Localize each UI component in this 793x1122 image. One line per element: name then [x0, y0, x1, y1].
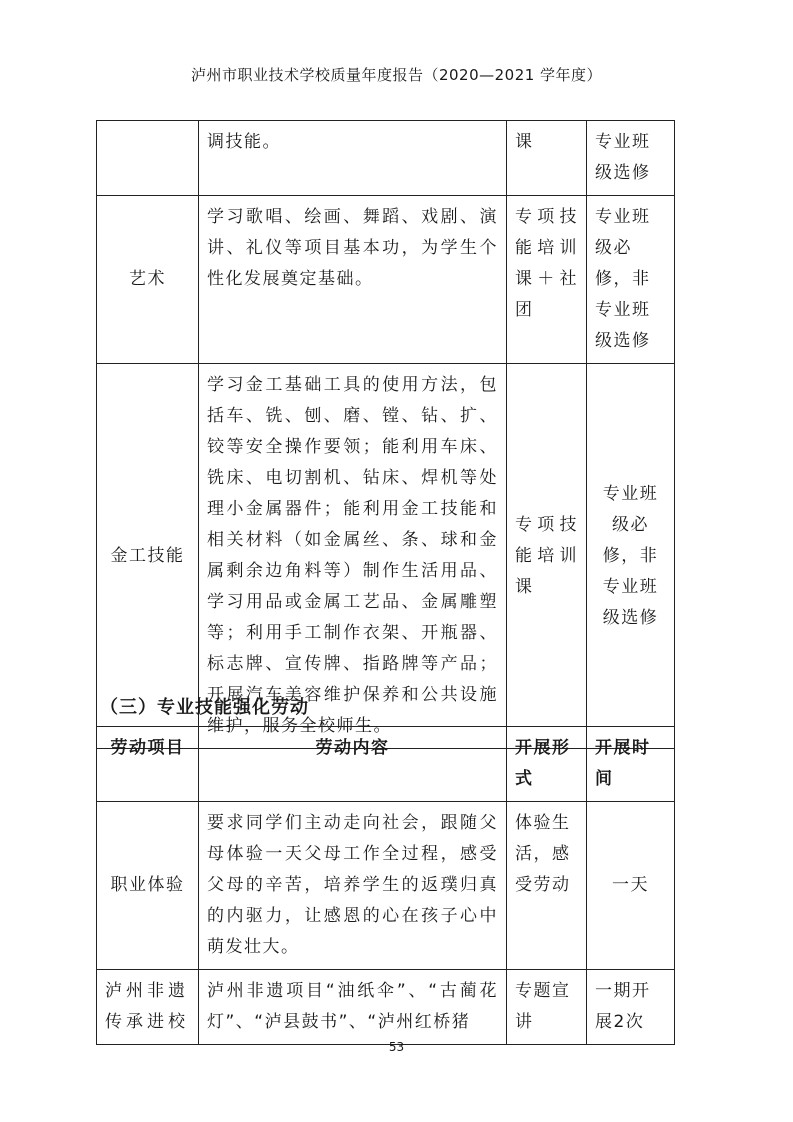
time-cell: 一期开展2次	[587, 970, 675, 1045]
category-cell: 金工技能	[97, 364, 199, 749]
content-cell: 学习歌唱、绘画、舞蹈、戏剧、演讲、礼仪等项目基本功，为学生个性化发展奠定基础。	[199, 196, 507, 364]
content-cell: 要求同学们主动走向社会，跟随父母体验一天父母工作全过程，感受父母的辛苦，培养学生的返璞归真的内驱力，让感恩的心在孩子心中萌发壮大。	[199, 802, 507, 970]
table-row	[97, 196, 675, 364]
note-cell: 专业班级选修	[587, 121, 675, 196]
elective-course-table	[96, 120, 675, 749]
labor-activity-table	[96, 726, 675, 1045]
item-cell: 泸州非遗传承进校	[97, 970, 199, 1045]
time-cell: 一天	[587, 802, 675, 970]
header-content: 劳动内容	[199, 727, 507, 802]
header-item: 劳动项目	[97, 727, 199, 802]
item-cell: 职业体验	[97, 802, 199, 970]
table-row	[97, 802, 675, 970]
category-cell	[97, 121, 199, 196]
note-cell: 专业班级必修，非专业班级选修	[587, 196, 675, 364]
form-cell: 课	[507, 121, 587, 196]
header-time: 开展时间	[587, 727, 675, 802]
page-number: 53	[388, 1040, 405, 1054]
header-form: 开展形式	[507, 727, 587, 802]
section-heading: （三）专业技能强化劳动	[100, 697, 309, 718]
content-cell: 调技能。	[199, 121, 507, 196]
note-cell: 专业班级必修，非专业班级选修	[587, 364, 675, 749]
table-header-row	[97, 727, 675, 802]
form-cell: 专项技能培训课	[507, 364, 587, 749]
page-header: 泸州市职业技术学校质量年度报告（2020—2021 学年度）	[190, 66, 603, 84]
table-row	[97, 121, 675, 196]
category-cell: 艺术	[97, 196, 199, 364]
form-cell: 专项技能培训课＋社团	[507, 196, 587, 364]
content-cell: 泸州非遗项目“油纸伞”、“古蔺花灯”、“泸县鼓书”、“泸州红桥猪	[199, 970, 507, 1045]
table-row	[97, 364, 675, 749]
form-cell: 体验生活，感受劳动	[507, 802, 587, 970]
content-cell: 学习金工基础工具的使用方法，包括车、铣、刨、磨、镗、钻、扩、铰等安全操作要领；能利用车床、铣床、电切割机、钻床、焊机等处理小金属器件；能利用金工技能和相关材料（如金属丝、条、球和金属剩余边角料等）制作生活用品、学习用品或金属工艺品、金属雕塑等；利用手工制作衣架、开瓶器、标志牌、宣传牌、指路牌等产品；开展汽车美容维护保养和公共设施维护，服务全校师生。	[199, 364, 507, 749]
table-row	[97, 970, 675, 1045]
form-cell: 专题宣讲	[507, 970, 587, 1045]
